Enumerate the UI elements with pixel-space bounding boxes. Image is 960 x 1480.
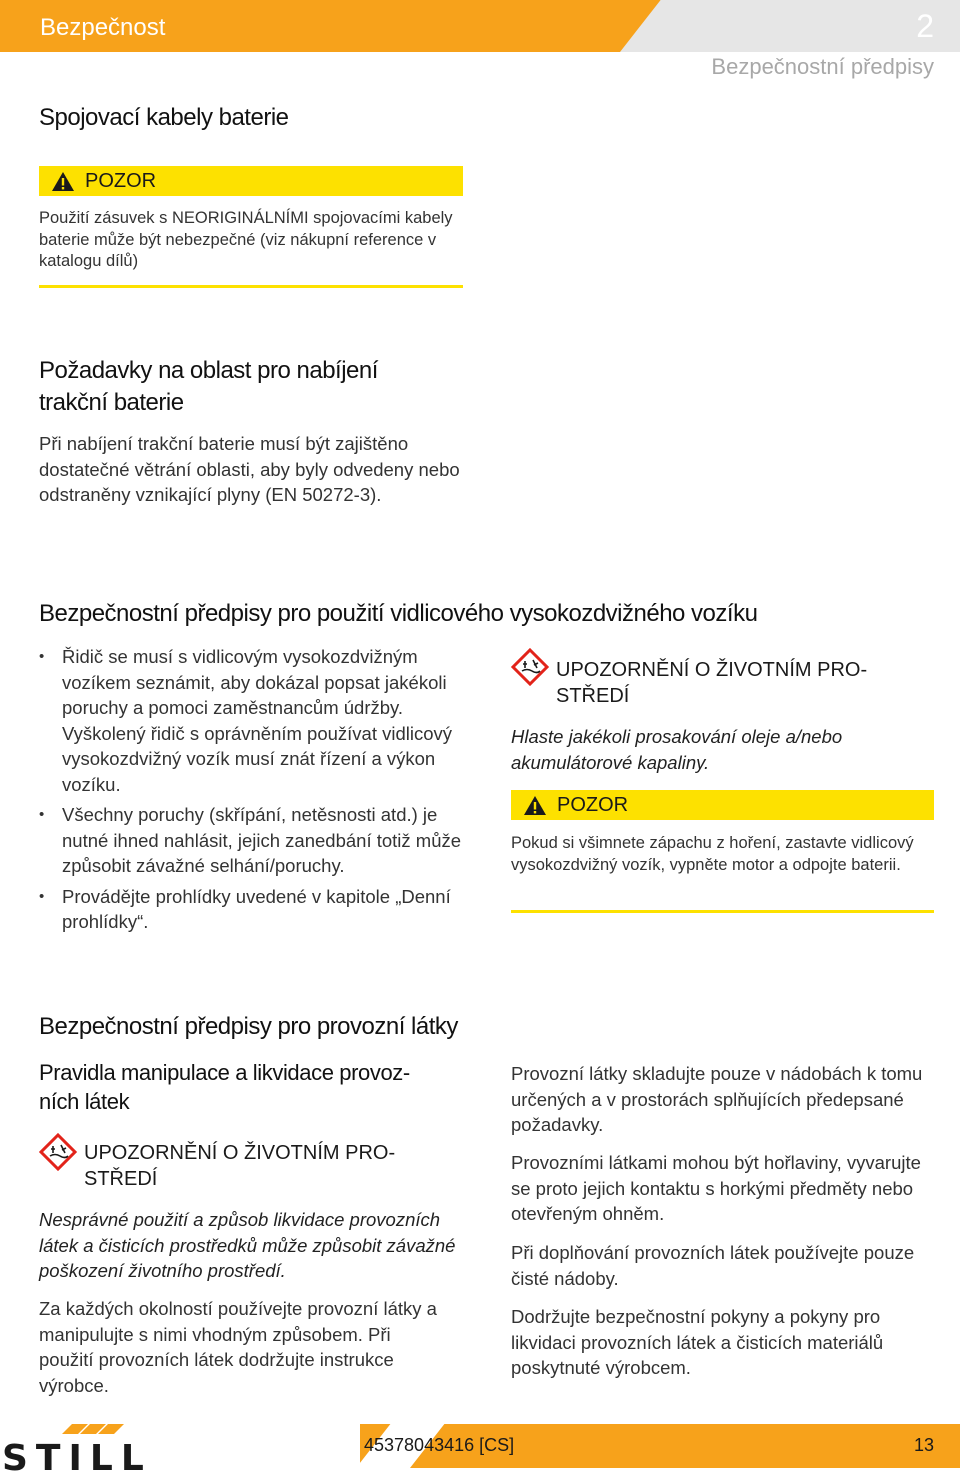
env-warning-label-line: STŘEDÍ [84, 1168, 158, 1190]
subheading-line: Pravidla manipulace a likvidace provoz- [39, 1060, 410, 1085]
env-warning-text: Nesprávné použití a způsob likvidace provozních látek a čisticích prostředků může způsobit závažné poškození životního prostředí. [39, 1209, 456, 1281]
env-warning-label-line: UPOZORNĚNÍ O ŽIVOTNÍM PRO- [556, 659, 868, 681]
heading-charging-area [39, 355, 378, 419]
subheading-line: ních látek [39, 1089, 130, 1114]
fluids-paragraph: Při doplňování provozních látek používejte pouze čisté nádoby. [511, 1242, 915, 1289]
fluids-paragraph: Dodržujte bezpečnostní pokyny a pokyny pro likvidaci provozních látek a čisticích materiálů poskytnuté výrobcem. [511, 1306, 884, 1378]
heading-line: Požadavky na oblast pro nabíjení [39, 357, 378, 384]
document-number: 45378043416 [CS] [364, 1435, 515, 1455]
fluids-paragraph: Provozní látky skladujte pouze v nádobách k tomu určených a v prostorách splňujících předepsané požadavky. [511, 1063, 923, 1135]
warning-end-rule [39, 285, 463, 288]
env-warning-label-line: UPOZORNĚNÍ O ŽIVOTNÍM PRO- [84, 1142, 396, 1164]
forklift-rules-list [39, 644, 464, 940]
page-number: 13 [913, 1435, 934, 1455]
header-slant [620, 0, 960, 52]
env-warning-text: Hlaste jakékoli prosakování oleje a/nebo akumulátorové kapaliny. [511, 726, 843, 773]
env-warning-label [556, 657, 867, 709]
list-item: • Všechny poruchy (skřípání, netěsnosti atd.) je nutné ihned nahlásit, jejich zanedbání totiž může způsobit závažné selhání/poruchy. [39, 802, 464, 879]
chapter-number: 2 [916, 8, 934, 44]
warning-bar [39, 166, 463, 196]
section-title: Bezpečnost [40, 14, 166, 41]
heading-line: trakční baterie [39, 389, 184, 416]
warning-label: POZOR [85, 170, 157, 192]
warning-triangle-icon [51, 171, 75, 192]
heading-forklift-rules: Bezpečnostní předpisy pro použití vidlicového vysokozdvižného vozíku [39, 600, 758, 627]
warning-text: Pokud si všimnete zápachu z hoření, zastavte vidlicový vysokozdvižný vozík, vypněte motor a odpojte baterii. [511, 834, 914, 874]
subheading-handling-rules [39, 1058, 410, 1116]
list-item: • Řidič se musí s vidlicovým vysokozdvižným vozíkem seznámit, aby dokázal popsat jakékoli poruchy a pomoci zaměstnancům údržby. Vyškolený řidič s oprávněním používat vidlicový vysokozdvižný vozík musí znát řízení a výkon vozíku. [39, 644, 464, 797]
fluids-paragraph: Provozními látkami mohou být hořlaviny, vyvarujte se proto jejich kontaktu s horkými předměty nebo otevřeným ohněm. [511, 1152, 921, 1224]
environment-hazard-icon [39, 1133, 77, 1171]
logo-wordmark: STILL [2, 1438, 152, 1472]
warning-triangle-icon [523, 795, 547, 816]
env-warning-label-line: STŘEDÍ [556, 685, 630, 707]
warning-end-rule [511, 910, 934, 913]
environment-hazard-icon [511, 648, 549, 686]
env-warning-label [84, 1140, 395, 1192]
still-logo [0, 1424, 180, 1472]
warning-bar [511, 790, 934, 820]
fluids-left-text: Za každých okolností používejte provozní látky a manipulujte s nimi vhodným způsobem. Při použití provozních látek dodržujte instrukce výrobce. [39, 1298, 437, 1396]
chapter-subtitle: Bezpečnostní předpisy [711, 54, 934, 79]
warning-text: Použití zásuvek s NEORIGINÁLNÍMI spojovacími kabely baterie může být nebezpečné (viz nákupní reference v katalogu dílů) [39, 209, 453, 270]
charging-text: Při nabíjení trakční baterie musí být zajištěno dostatečné větrání oblasti, aby byly odvedeny nebo odstraněny vznikající plyny (EN 50272-3). [39, 433, 460, 505]
list-item: • Provádějte prohlídky uvedené v kapitole „Denní prohlídky“. [39, 884, 464, 935]
warning-label: POZOR [557, 794, 629, 816]
heading-battery-cables: Spojovací kabely baterie [39, 104, 289, 131]
heading-operating-fluids: Bezpečnostní předpisy pro provozní látky [39, 1013, 458, 1040]
